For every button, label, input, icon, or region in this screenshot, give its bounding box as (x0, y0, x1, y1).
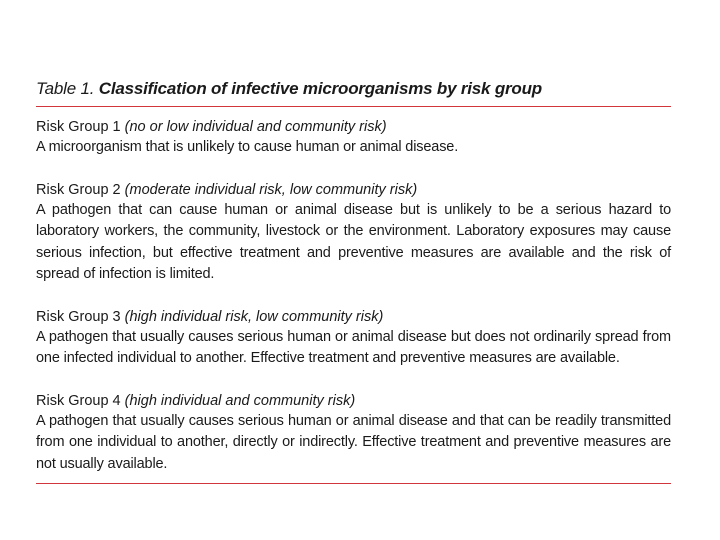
risk-group-level: (no or low individual and community risk) (124, 119, 387, 135)
risk-group-heading (36, 307, 671, 327)
risk-group-table (36, 78, 671, 484)
table-caption: Classification of infective microorganisms by risk group (98, 79, 542, 98)
risk-group-description: A microorganism that is unlikely to cause human or animal disease. (36, 139, 459, 155)
risk-group-name: Risk Group 3 (36, 308, 121, 325)
risk-group-3 (36, 307, 671, 370)
risk-group-name: Risk Group 2 (36, 181, 121, 198)
risk-group-heading (36, 180, 671, 200)
risk-group-4 (36, 391, 671, 476)
table-title (36, 78, 671, 107)
risk-group-2 (36, 180, 671, 286)
risk-group-level: (high individual and community risk) (124, 392, 356, 409)
risk-group-heading (36, 391, 671, 411)
risk-group-name: Risk Group 1 (36, 119, 121, 135)
risk-group-name: Risk Group 4 (36, 392, 121, 409)
risk-group-description: A pathogen that can cause human or animal disease but is unlikely to be a serious hazard to laboratory workers, the community, livestock or the environment. Laboratory exposures may cause serious infection, but effective treatment and preventive measures are available and the risk of spread of infection is limited. (36, 201, 671, 282)
table-label: Table 1. (36, 79, 95, 98)
risk-group-level: (high individual risk, low community risk) (124, 308, 384, 325)
risk-group-1 (36, 117, 671, 159)
risk-group-level: (moderate individual risk, low community risk) (124, 181, 418, 198)
risk-group-description: A pathogen that usually causes serious human or animal disease but does not ordinarily spread from one infected individual to another. Effective treatment and preventive measures are available. (36, 328, 671, 366)
risk-group-description: A pathogen that usually causes serious human or animal disease and that can be readily transmitted from one individual to another, directly or indirectly. Effective treatment and preventive measures are not usually available. (36, 412, 671, 472)
risk-group-heading (36, 117, 671, 137)
risk-group-list (36, 107, 671, 484)
